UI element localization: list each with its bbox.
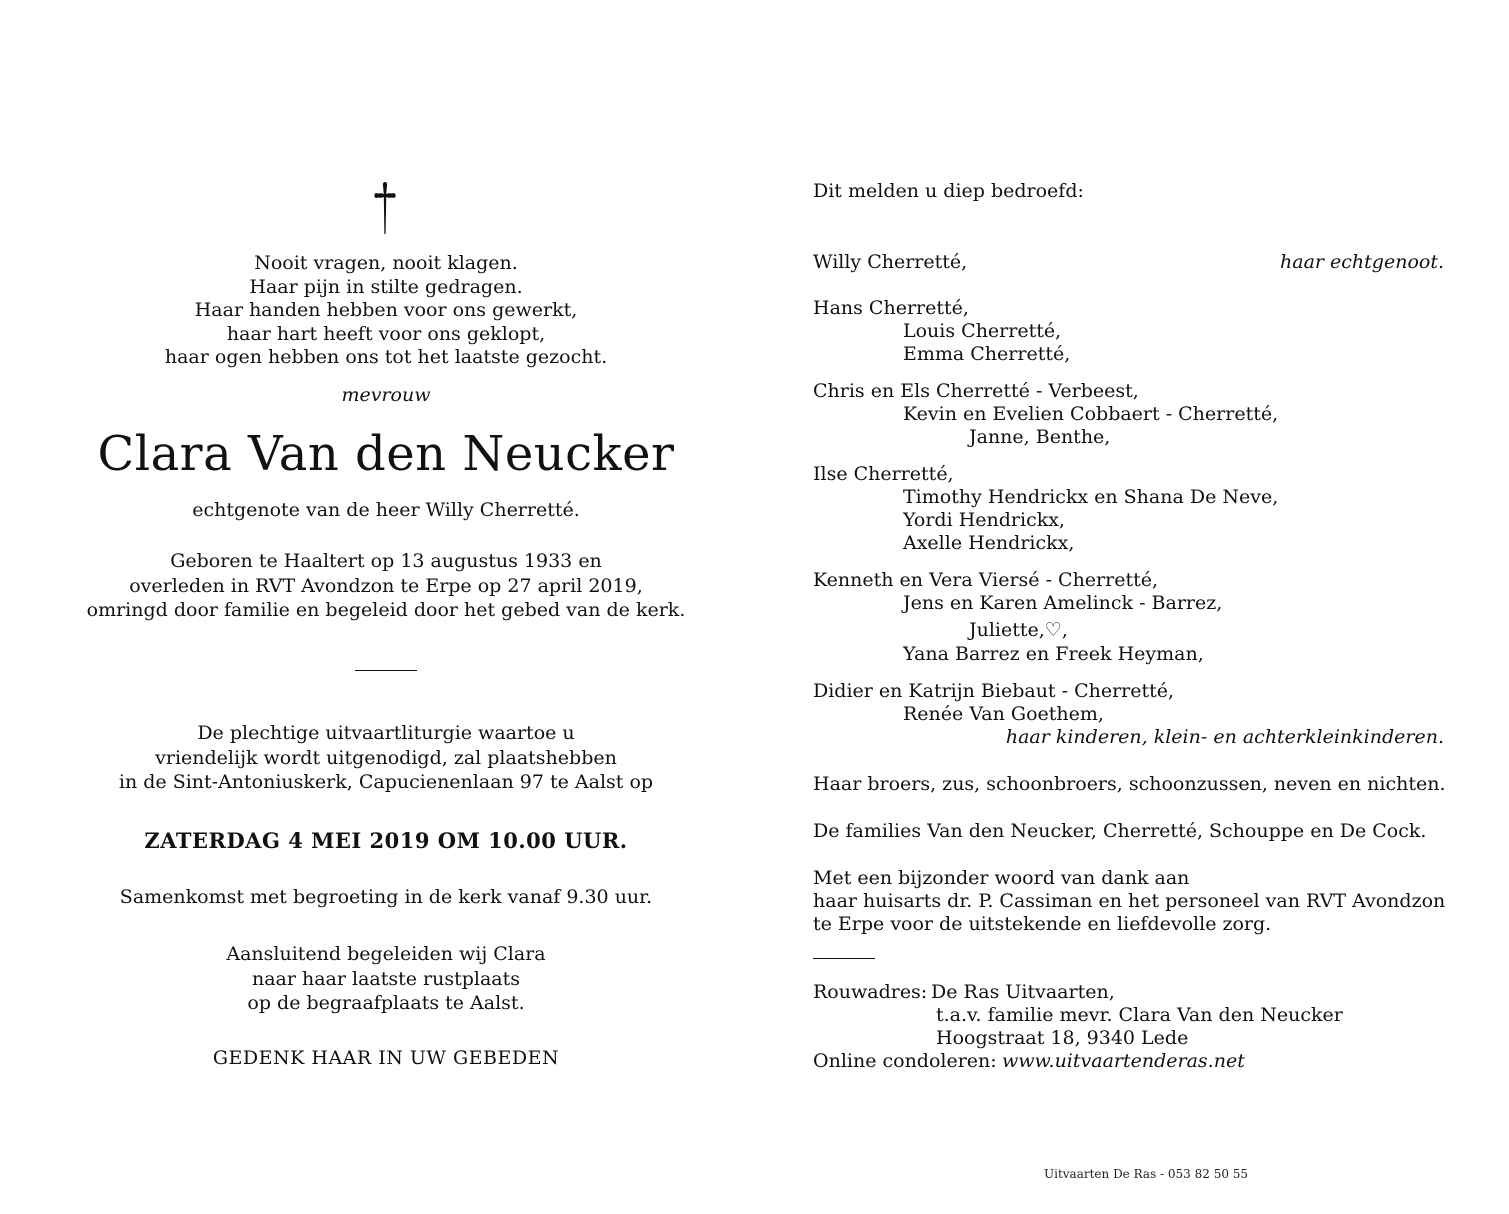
burial-line: op de begraafplaats te Aalst. [247,992,525,1014]
family-member: Timothy Hendrickx en Shana De Neve, [903,486,1279,508]
online-label: Online condoleren: [813,1050,997,1072]
birth-death-text [0,549,772,623]
family-member: Emma Cherretté, [903,343,1071,365]
liturgy-text [0,721,772,795]
poem-line: Haar pijn in stilte gedragen. [249,275,523,298]
online-url[interactable]: www.uitvaartenderas.net [1002,1050,1245,1072]
children-role: haar kinderen, klein- en achterkleinkinderen. [1005,726,1444,748]
spouse-line: echtgenote van de heer Willy Cherretté. [192,499,580,521]
burial-text [0,942,772,1016]
family-member: Chris en Els Cherretté - Verbeest, [813,380,1139,402]
family-member: Louis Cherretté, [903,320,1062,342]
burial-line: naar haar laatste rustplaats [251,967,521,990]
deceased-name: Clara Van den Neucker [97,426,675,482]
family-member: Hans Cherretté, [813,297,969,319]
poem-line: Haar handen hebben voor ons gewerkt, [194,299,578,321]
poem-line: Nooit vragen, nooit klagen. [254,252,518,274]
thanks-line: haar huisarts dr. P. Cassiman en het personeel van RVT Avondzon [813,890,1446,912]
thanks-line: Met een bijzonder woord van dank aan [813,867,1190,889]
divider [813,958,875,959]
family-member: Juliette,♡, [969,619,1068,641]
address-label: Rouwadres: [813,981,928,1003]
family-member: Janne, Benthe, [969,426,1111,448]
spouse-name: Willy Cherretté, [813,251,968,273]
liturgy-line: vriendelijk wordt uitgenodigd, zal plaatshebben [155,746,617,769]
gathering-text: Samenkomst met begroeting in de kerk vanaf 9.30 uur. [119,886,653,908]
poem-line: haar hart heeft voor ons geklopt, [226,322,546,345]
birth-death-line: Geboren te Haaltert op 13 augustus 1933 en [170,550,602,572]
family-member: Yordi Hendrickx, [903,509,1065,531]
family-member: Axelle Hendrickx, [903,532,1075,554]
siblings-text: Haar broers, zus, schoonbroers, schoonzussen, neven en nichten. [813,773,1446,795]
birth-death-line: overleden in RVT Avondzon te Erpe op 27 april 2019, [129,574,643,597]
cross-icon [371,180,399,236]
address-attn: t.a.v. familie mevr. Clara Van den Neucker [936,1004,1343,1026]
family-member: Didier en Katrijn Biebaut - Cherretté, [813,680,1175,702]
family-member: Kevin en Evelien Cobbaert - Cherretté, [903,403,1279,425]
birth-death-line: omringd door familie en begeleid door het gebed van de kerk. [86,599,686,621]
ceremony-date: ZATERDAG 4 MEI 2019 OM 10.00 UUR. [144,828,628,853]
family-member: Jens en Karen Amelinck - Barrez, [903,592,1223,614]
family-member: Yana Barrez en Freek Heyman, [903,643,1204,665]
poem-line: haar ogen hebben ons tot het laatste gezocht. [164,346,608,368]
liturgy-line: in de Sint-Antoniuskerk, Capucienenlaan 97 te Aalst op [118,771,654,793]
intro-text: Dit melden u diep bedroefd: [813,180,1084,202]
family-member: Renée Van Goethem, [903,703,1104,725]
title-prefix: mevrouw [341,384,431,406]
address-street: Hoogstraat 18, 9340 Lede [936,1027,1189,1049]
family-member: Kenneth en Vera Viersé - Cherretté, [813,569,1159,591]
family-member: Ilse Cherretté, [813,463,954,485]
footer-text: Uitvaarten De Ras - 053 82 50 55 [1044,1167,1249,1181]
remember-text: GEDENK HAAR IN UW GEBEDEN [212,1047,560,1069]
burial-line: Aansluitend begeleiden wij Clara [226,943,546,965]
divider [355,670,417,671]
spouse-role: haar echtgenoot. [1280,251,1444,273]
families-text: De families Van den Neucker, Cherretté, Schouppe en De Cock. [813,820,1427,842]
thanks-line: te Erpe voor de uitstekende en liefdevolle zorg. [813,913,1272,935]
poem [0,252,772,370]
address-name: De Ras Uitvaarten, [931,981,1115,1003]
liturgy-line: De plechtige uitvaartliturgie waartoe u [197,722,575,744]
